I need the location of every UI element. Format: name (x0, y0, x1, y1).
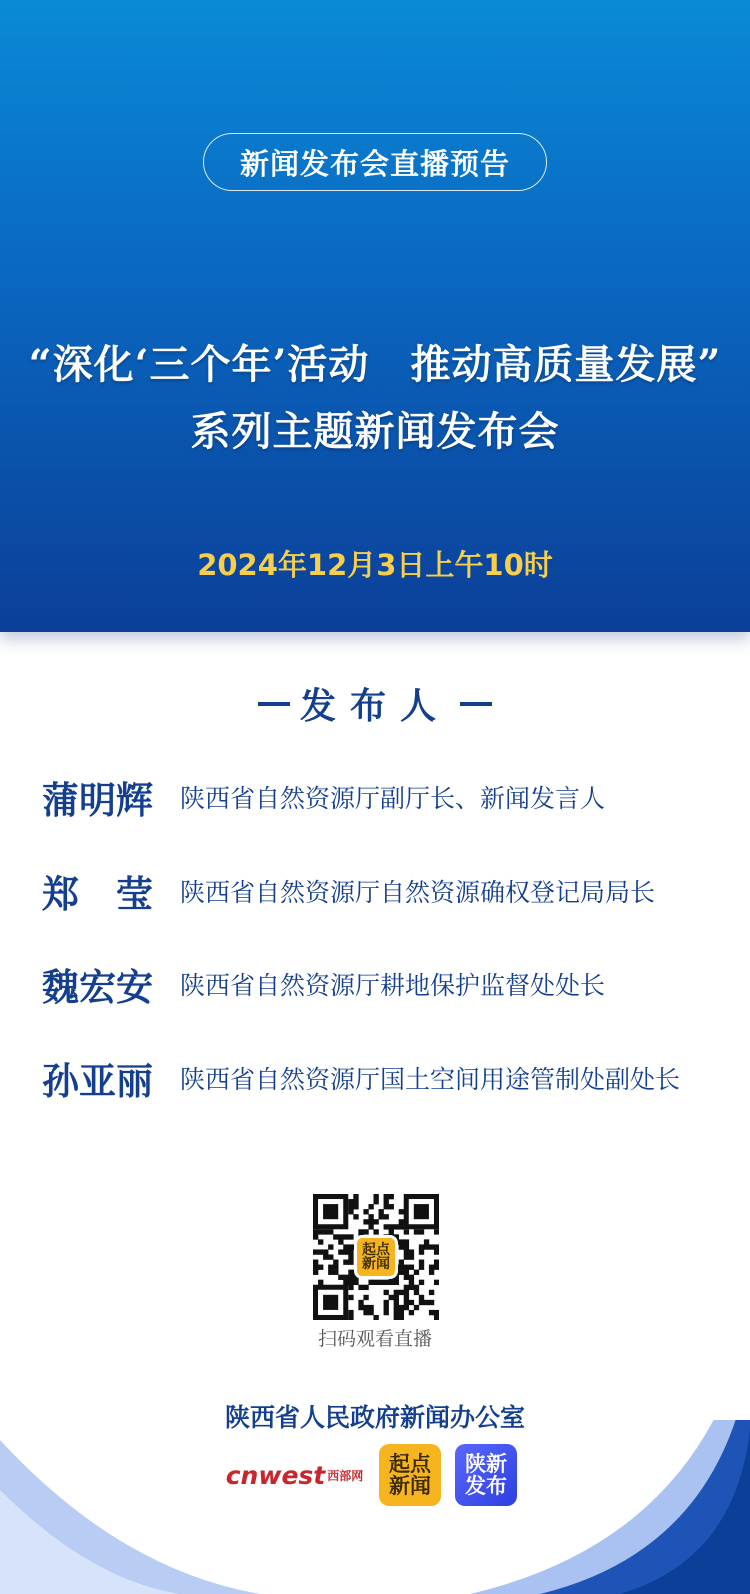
speakers-heading-text: 发布人 (299, 685, 450, 727)
partner-logos (222, 1444, 517, 1506)
cnwest-logo-text: cnwest (225, 1460, 326, 1490)
cnwest-logo[interactable] (222, 1455, 367, 1495)
event-datetime: 2024年12月3日上午10时 (197, 548, 553, 582)
title-line-1: “深化‘三个年’活动 推动高质量发展” (28, 341, 722, 388)
speaker-row (42, 866, 655, 916)
cnwest-logo-subtext: 西部网 (327, 1468, 364, 1483)
qr-caption: 扫码观看直播 (317, 1328, 432, 1350)
heading-dash-left (258, 702, 290, 706)
speaker-row (42, 772, 605, 822)
speaker-role: 陕西省自然资源厅耕地保护监督处处长 (180, 971, 606, 1000)
speaker-role: 陕西省自然资源厅自然资源确权登记局局长 (180, 878, 656, 907)
speaker-name: 蒲明辉 (42, 778, 153, 822)
speakers-heading (0, 678, 750, 729)
speaker-name: 郑 莹 (42, 872, 153, 916)
shaanxi-release-logo[interactable]: 陕新发布 (455, 1444, 517, 1506)
qidian-news-logo[interactable]: 起点新闻 (379, 1444, 441, 1506)
live-qr-code[interactable] (313, 1194, 439, 1320)
speaker-name: 魏宏安 (42, 965, 153, 1009)
title-line-2: 系列主题新闻发布会 (190, 408, 560, 455)
organizer-name: 陕西省人民政府新闻办公室 (224, 1403, 525, 1432)
speaker-name: 孙亚丽 (42, 1059, 153, 1103)
speaker-role: 陕西省自然资源厅国土空间用途管制处副处长 (180, 1065, 681, 1094)
speaker-row (42, 959, 605, 1009)
heading-dash-right (460, 702, 492, 706)
speaker-row (42, 1053, 680, 1103)
hero-banner (0, 0, 750, 632)
live-preview-badge: 新闻发布会直播预告 (203, 133, 547, 191)
qr-center-logo: 起点新闻 (354, 1235, 398, 1279)
speaker-role: 陕西省自然资源厅副厅长、新闻发言人 (180, 784, 606, 813)
